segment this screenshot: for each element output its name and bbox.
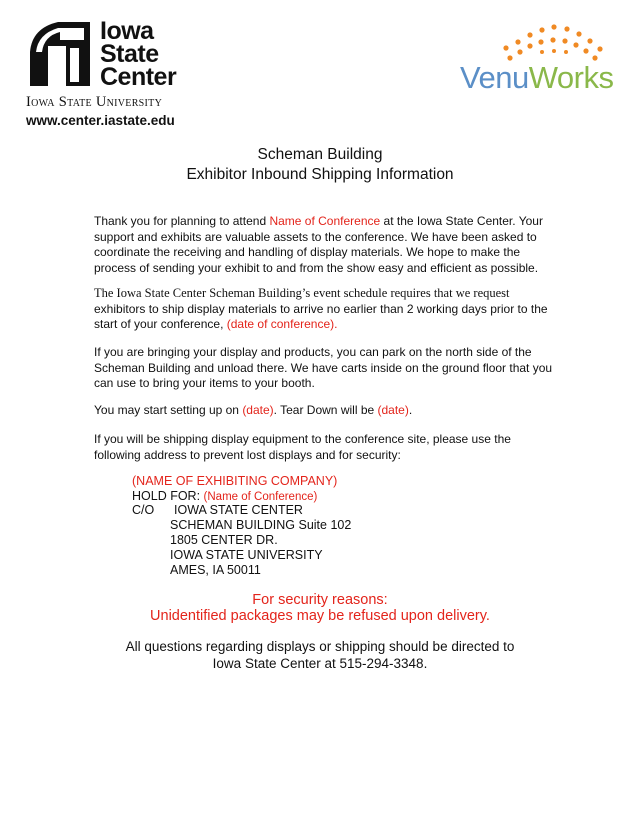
setup-date-placeholder: (date) <box>242 403 274 417</box>
venuworks-wordmark <box>460 60 613 96</box>
isc-building-icon <box>26 18 96 90</box>
address-line-building: SCHEMAN BUILDING Suite 102 <box>170 518 352 532</box>
security-heading: For security reasons: <box>252 592 388 608</box>
schedule-text: exhibitors to ship display materials to arrive no earlier than 2 working days prior to the start of your conference, <box>94 301 548 331</box>
exhibiting-company-placeholder: (NAME OF EXHIBITING COMPANY) <box>132 474 338 488</box>
venuworks-logo <box>458 22 632 100</box>
isc-university-text: Iowa State University <box>26 94 163 110</box>
isc-logo-line1: Iowa <box>100 17 154 45</box>
isc-logo-line3: Center <box>100 63 177 91</box>
intro-text-b: at the Iowa State Center. Your support and exhibits are valuable assets to the conference. We have been asked to coordinate the receiving and handling of display materials. We hope to make the process of sending your exhibit to and from the show easy and efficient as possible. <box>94 214 543 275</box>
setup-text-c: . <box>408 403 413 417</box>
document-title: Scheman Building <box>257 146 383 163</box>
conference-date-placeholder: (date of conference). <box>226 317 338 331</box>
isc-university-name <box>26 94 162 111</box>
shipping-address-intro: If you will be shipping display equipment to the conference site, please use the following address to prevent lost displays and for security: <box>94 432 511 462</box>
contact-line-1: All questions regarding displays or shipping should be directed to <box>125 639 515 654</box>
setup-teardown-paragraph <box>94 403 554 419</box>
care-of-value: IOWA STATE CENTER <box>174 503 303 517</box>
teardown-date-placeholder: (date) <box>377 403 409 417</box>
isc-logo-line2: State <box>100 40 159 68</box>
address-line-street: 1805 CENTER DR. <box>170 533 278 547</box>
intro-paragraph <box>94 214 554 276</box>
setup-text-b: . Tear Down will be <box>273 403 378 417</box>
hold-for-conference-placeholder: (Name of Conference) <box>203 491 318 503</box>
venuworks-word-venu: Venu <box>460 60 529 95</box>
hold-for-label: HOLD FOR: <box>132 489 204 503</box>
security-notice: Unidentified packages may be refused upon delivery. <box>150 608 490 624</box>
contact-line-2: Iowa State Center at 515-294-3348. <box>212 656 428 671</box>
schedule-lead-text: The Iowa State Center Scheman Building’s event schedule requires that we request <box>94 286 510 300</box>
venuworks-word-works: Works <box>528 60 614 95</box>
hold-for-line <box>132 489 317 503</box>
intro-text-a: Thank you for planning to attend <box>94 214 270 228</box>
unloading-paragraph: If you are bringing your display and products, you can park on the north side of the Scheman Building and unload there. We have carts inside on the ground floor that you can use to bring your items to your booth. <box>94 345 553 390</box>
shipping-schedule-paragraph <box>94 286 554 333</box>
conference-name-placeholder: Name of Conference <box>269 214 381 228</box>
document-subtitle: Exhibitor Inbound Shipping Information <box>186 166 454 183</box>
address-line-university: IOWA STATE UNIVERSITY <box>170 548 323 562</box>
address-line-city: AMES, IA 50011 <box>170 563 261 577</box>
setup-text-a: You may start setting up on <box>94 403 243 417</box>
isc-website-url: www.center.iastate.edu <box>26 113 175 128</box>
care-of-label: C/O <box>132 503 155 517</box>
